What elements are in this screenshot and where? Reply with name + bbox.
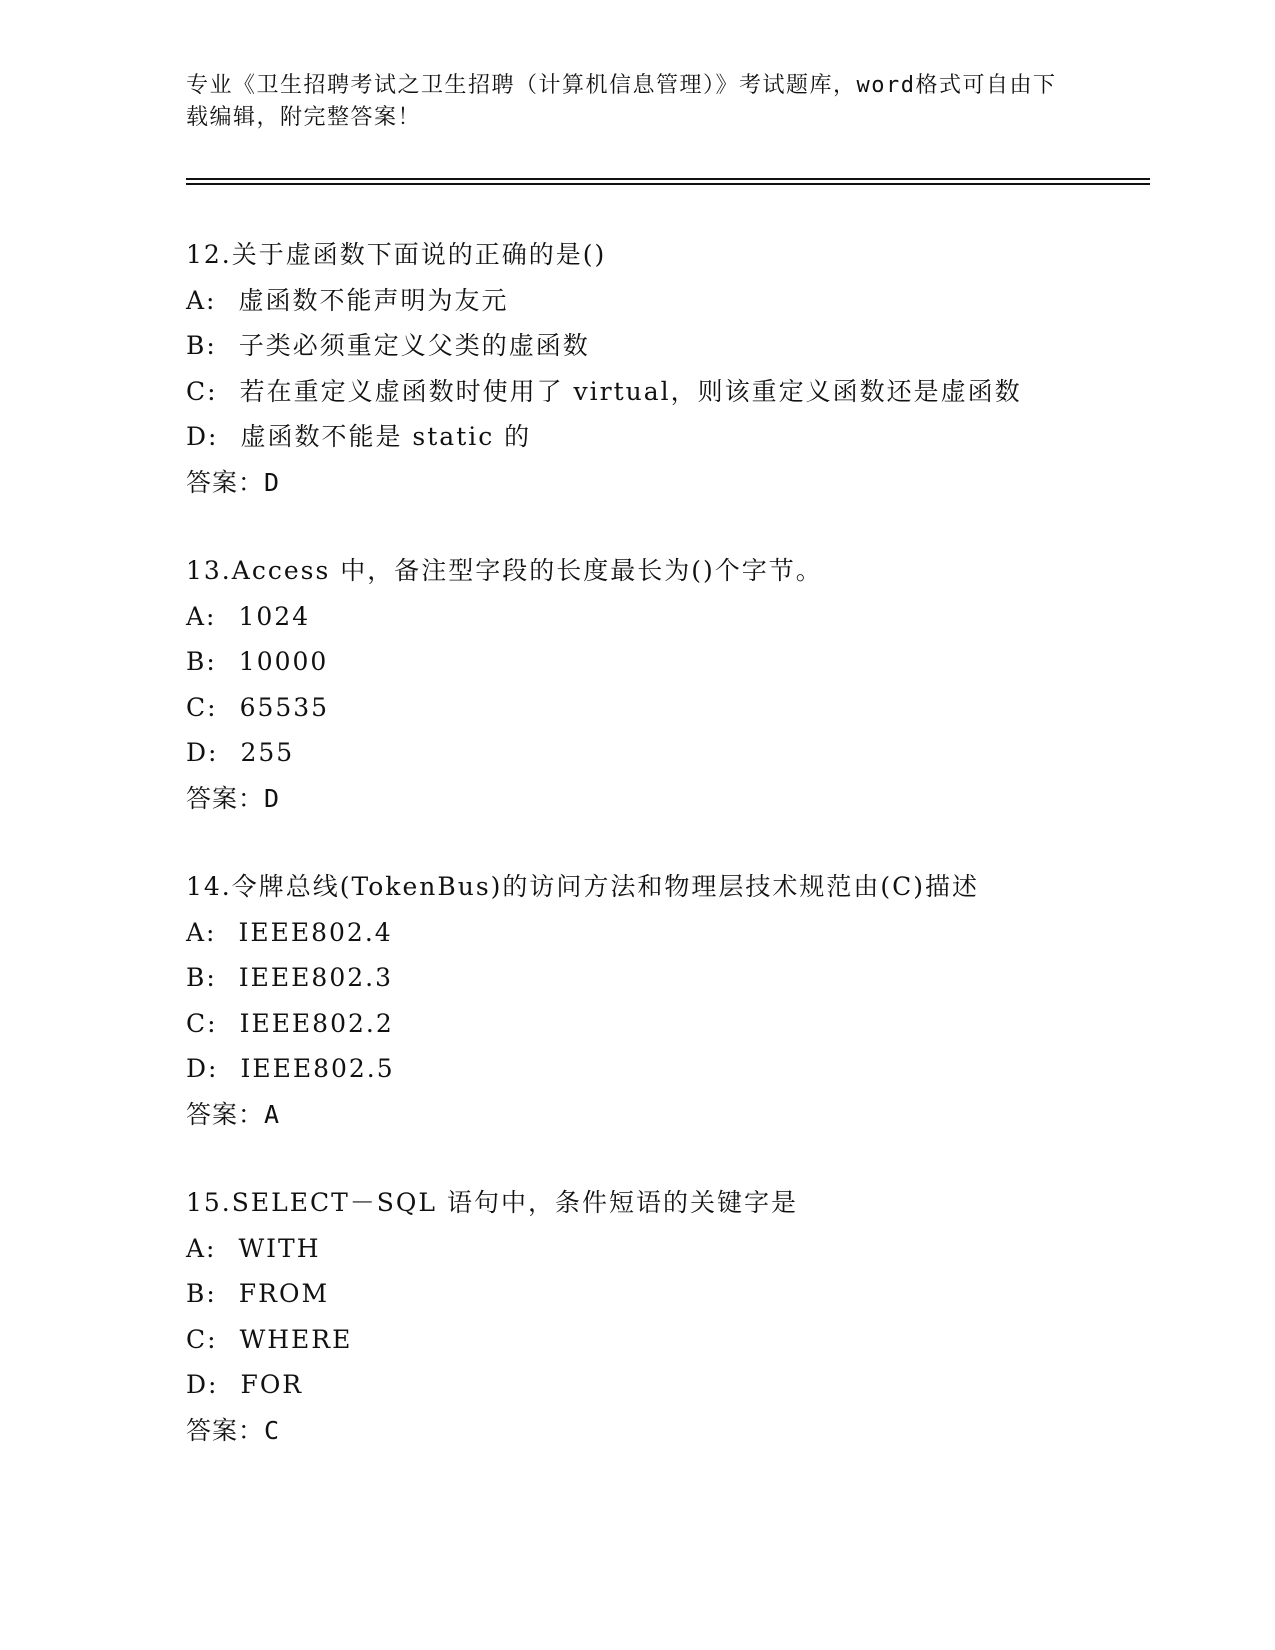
question-stem: 14.令牌总线(TokenBus)的访问方法和物理层技术规范由(C)描述 <box>186 872 980 901</box>
question-stem: 13.Access 中，备注型字段的长度最长为()个字节。 <box>186 556 823 585</box>
header-divider-bottom <box>186 183 1150 185</box>
question-12 <box>186 232 1146 506</box>
option-text: 65535 <box>239 692 330 722</box>
option-c <box>186 1317 1146 1363</box>
option-text: FOR <box>240 1370 304 1400</box>
option-letter: D: <box>186 738 219 768</box>
option-d <box>186 1046 1146 1092</box>
option-a <box>186 1226 1146 1272</box>
option-text: FROM <box>238 1279 330 1309</box>
option-a <box>186 278 1146 324</box>
option-b <box>186 955 1146 1001</box>
question-14 <box>186 864 1146 1138</box>
option-text: IEEE802.4 <box>238 917 393 947</box>
option-text: 1024 <box>238 601 311 631</box>
option-text: IEEE802.2 <box>239 1008 394 1038</box>
option-letter: D: <box>186 422 219 452</box>
document-header: 专业《卫生招聘考试之卫生招聘（计算机信息管理）》考试题库，word格式可自由下载编辑，附完整答案！ <box>186 73 1057 130</box>
header-divider-top <box>186 178 1150 180</box>
answer-line: 答案：C <box>186 1415 281 1445</box>
option-d <box>186 730 1146 776</box>
option-b <box>186 1271 1146 1317</box>
answer-line: 答案：D <box>186 783 281 813</box>
option-letter: C: <box>186 1324 218 1354</box>
option-text: 255 <box>240 738 295 768</box>
question-stem: 12.关于虚函数下面说的正确的是() <box>186 240 607 269</box>
option-text: 10000 <box>238 647 329 677</box>
option-letter: C: <box>186 376 218 406</box>
question-stem: 15.SELECT－SQL 语句中，条件短语的关键字是 <box>186 1188 798 1217</box>
option-b <box>186 639 1146 685</box>
answer-line: 答案：D <box>186 467 281 497</box>
option-d <box>186 1362 1146 1408</box>
option-text: 虚函数不能声明为友元 <box>238 285 509 315</box>
option-a <box>186 910 1146 956</box>
option-text: WITH <box>238 1233 321 1263</box>
option-letter: C: <box>186 692 218 722</box>
option-c <box>186 685 1146 731</box>
option-letter: A: <box>186 601 217 631</box>
question-13 <box>186 548 1146 822</box>
option-letter: A: <box>186 1233 217 1263</box>
option-text: IEEE802.3 <box>238 963 393 993</box>
option-a <box>186 594 1146 640</box>
option-d <box>186 414 1146 460</box>
option-letter: B: <box>186 647 217 677</box>
option-letter: A: <box>186 917 217 947</box>
option-b <box>186 323 1146 369</box>
option-c <box>186 1001 1146 1047</box>
option-c <box>186 369 1146 415</box>
option-text: 子类必须重定义父类的虚函数 <box>238 331 590 361</box>
option-letter: C: <box>186 1008 218 1038</box>
option-text: IEEE802.5 <box>240 1054 395 1084</box>
question-15 <box>186 1180 1146 1454</box>
option-letter: B: <box>186 1279 217 1309</box>
option-letter: D: <box>186 1370 219 1400</box>
option-text: WHERE <box>239 1324 353 1354</box>
option-letter: D: <box>186 1054 219 1084</box>
option-text: 若在重定义虚函数时使用了 virtual，则该重定义函数还是虚函数 <box>239 376 1022 406</box>
option-letter: B: <box>186 331 217 361</box>
option-letter: A: <box>186 285 217 315</box>
answer-line: 答案：A <box>186 1099 281 1129</box>
option-text: 虚函数不能是 static 的 <box>240 422 532 452</box>
option-letter: B: <box>186 963 217 993</box>
